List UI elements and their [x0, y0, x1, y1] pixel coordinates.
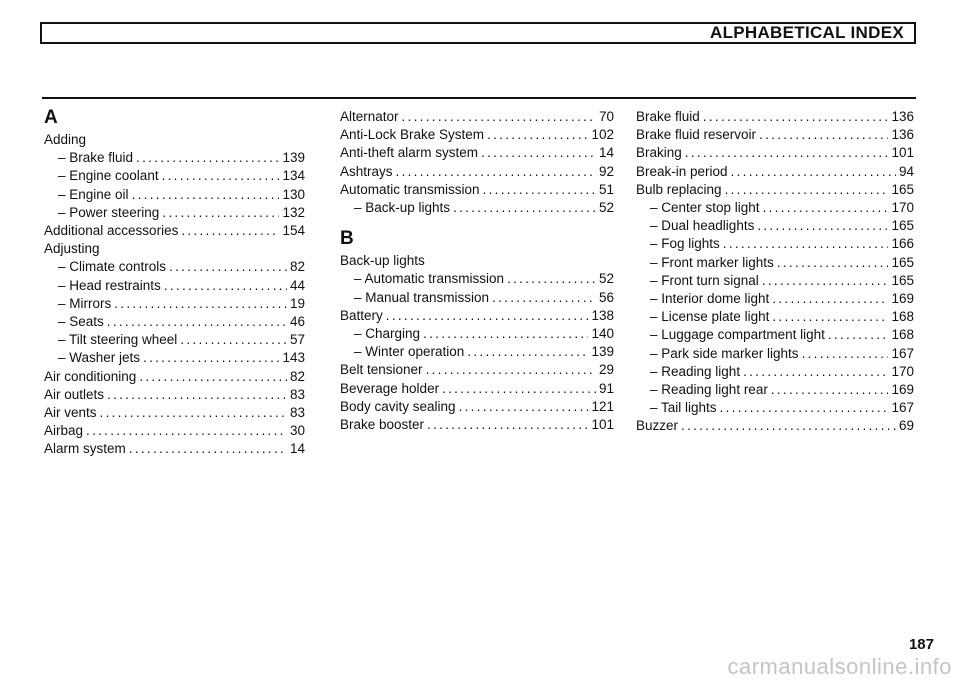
- entry-page: 57: [289, 332, 305, 348]
- dot-leader: [487, 126, 588, 144]
- entry-page: 169: [891, 291, 914, 307]
- entry-page: 14: [598, 145, 614, 161]
- entry-term: Buzzer: [636, 418, 679, 434]
- entry-page: 69: [898, 418, 914, 434]
- entry-term: Battery: [340, 307, 383, 323]
- entry-term: – Back-up lights: [354, 200, 451, 216]
- entry-page: 139: [282, 150, 305, 166]
- dot-leader: [132, 186, 280, 204]
- index-entry: [44, 440, 305, 458]
- index-entry: [44, 386, 305, 404]
- entry-term: Braking: [636, 145, 682, 161]
- entry-page: 168: [891, 309, 914, 325]
- index-title: ALPHABETICAL INDEX: [710, 23, 904, 42]
- dot-leader: [459, 398, 589, 416]
- index-subentry: [636, 272, 914, 290]
- index-entry: [340, 398, 614, 416]
- entry-term: – Front turn signal: [650, 272, 759, 288]
- entry-term: – Fog lights: [650, 236, 720, 252]
- entry-term: Alternator: [340, 109, 399, 124]
- page-number: 187: [908, 636, 934, 653]
- entry-term: Automatic transmission: [340, 181, 480, 197]
- index-column-2: [340, 108, 614, 434]
- dot-leader: [164, 277, 287, 295]
- entry-term: – Charging: [354, 326, 421, 342]
- section-letter: B: [340, 228, 354, 250]
- dot-leader: [423, 325, 588, 343]
- index-subentry: [636, 399, 914, 417]
- entry-term: – Brake fluid: [58, 150, 134, 166]
- index-subentry: [636, 345, 914, 363]
- entry-term: – Dual headlights: [650, 218, 755, 234]
- index-subentry: [340, 199, 614, 217]
- dot-leader: [703, 108, 889, 126]
- index-heading: Back-up lights: [340, 253, 425, 269]
- entry-page: 170: [891, 200, 914, 216]
- entry-page: 165: [891, 254, 914, 270]
- entry-term: – Manual transmission: [354, 289, 490, 305]
- entry-page: 134: [282, 168, 305, 184]
- entry-term: – Reading light rear: [650, 382, 768, 398]
- entry-page: 101: [591, 417, 614, 433]
- index-entry: [636, 417, 914, 435]
- entry-page: 14: [289, 441, 305, 457]
- entry-term: – Seats: [58, 314, 104, 330]
- entry-term: – Climate controls: [58, 259, 167, 275]
- entry-page: 167: [891, 345, 914, 361]
- entry-page: 19: [289, 295, 305, 311]
- entry-page: 136: [891, 109, 914, 124]
- dot-leader: [180, 331, 287, 349]
- dot-leader: [743, 363, 888, 381]
- index-heading: Adjusting: [44, 241, 100, 257]
- index-entry: [340, 163, 614, 181]
- dot-leader: [492, 289, 596, 307]
- dot-leader: [731, 163, 896, 181]
- dot-leader: [507, 270, 596, 288]
- dot-leader: [162, 204, 279, 222]
- index-entry: [340, 144, 614, 162]
- entry-term: Additional accessories: [44, 223, 179, 239]
- dot-leader: [427, 416, 588, 434]
- index-entry: [340, 126, 614, 144]
- horizontal-rule: [42, 97, 916, 99]
- entry-page: 30: [289, 423, 305, 439]
- index-column-1: [44, 108, 305, 459]
- entry-term: Brake fluid: [636, 109, 700, 124]
- entry-page: 83: [289, 386, 305, 402]
- entry-page: 51: [598, 181, 614, 197]
- index-subentry: [636, 308, 914, 326]
- entry-page: 52: [598, 200, 614, 216]
- entry-term: Airbag: [44, 423, 84, 439]
- index-entry: [340, 108, 614, 126]
- dot-leader: [442, 380, 596, 398]
- entry-term: Belt tensioner: [340, 362, 423, 378]
- index-subentry: [44, 349, 305, 367]
- index-entry: [636, 108, 914, 126]
- entry-page: 154: [282, 223, 305, 239]
- entry-term: – Engine oil: [58, 186, 129, 202]
- index-entry: [340, 307, 614, 325]
- dot-leader: [763, 199, 889, 217]
- entry-page: 136: [891, 127, 914, 143]
- index-subentry: [340, 289, 614, 307]
- dot-leader: [772, 308, 888, 326]
- entry-page: 56: [598, 289, 614, 305]
- dot-leader: [453, 199, 596, 217]
- entry-term: Air outlets: [44, 386, 105, 402]
- dot-leader: [86, 422, 287, 440]
- entry-term: Beverage holder: [340, 380, 440, 396]
- entry-term: Body cavity sealing: [340, 398, 456, 414]
- index-subentry: [636, 217, 914, 235]
- index-subentry: [44, 313, 305, 331]
- entry-page: 130: [282, 186, 305, 202]
- index-subentry: [44, 258, 305, 276]
- dot-leader: [114, 295, 287, 313]
- entry-term: – Luggage compartment light: [650, 327, 825, 343]
- dot-leader: [162, 167, 280, 185]
- entry-term: – Front marker lights: [650, 254, 774, 270]
- entry-page: 70: [598, 109, 614, 124]
- index-subentry: [44, 331, 305, 349]
- dot-leader: [771, 381, 889, 399]
- dot-leader: [169, 258, 287, 276]
- entry-page: 121: [591, 398, 614, 414]
- entry-page: 92: [598, 163, 614, 179]
- index-subentry: [636, 326, 914, 344]
- dot-leader: [762, 272, 889, 290]
- entry-page: 52: [598, 271, 614, 287]
- dot-leader: [483, 181, 596, 199]
- index-entry: [636, 181, 914, 199]
- entry-page: 46: [289, 314, 305, 330]
- entry-page: 169: [891, 382, 914, 398]
- header-box: [40, 22, 916, 44]
- dot-leader: [681, 417, 896, 435]
- dot-leader: [723, 235, 889, 253]
- index-subentry: [636, 199, 914, 217]
- entry-term: – Power steering: [58, 204, 160, 220]
- index-entry: [44, 422, 305, 440]
- section-letter: A: [44, 107, 58, 128]
- entry-page: 166: [891, 236, 914, 252]
- index-subentry: [340, 270, 614, 288]
- entry-term: Ashtrays: [340, 163, 393, 179]
- index-subentry: [44, 149, 305, 167]
- index-subentry: [340, 325, 614, 343]
- dot-leader: [481, 144, 596, 162]
- dot-leader: [828, 326, 889, 344]
- index-subentry: [636, 381, 914, 399]
- index-subentry: [44, 167, 305, 185]
- entry-term: – Automatic transmission: [354, 271, 505, 287]
- index-entry: [44, 222, 305, 240]
- index-entry: [340, 380, 614, 398]
- entry-term: – Park side marker lights: [650, 345, 799, 361]
- dot-leader: [777, 254, 889, 272]
- dot-leader: [772, 290, 888, 308]
- index-subentry: [44, 204, 305, 222]
- index-entry: [636, 163, 914, 181]
- dot-leader: [725, 181, 889, 199]
- dot-leader: [426, 361, 596, 379]
- index-entry: [340, 181, 614, 199]
- index-entry: [44, 368, 305, 386]
- entry-term: – Engine coolant: [58, 168, 159, 184]
- dot-leader: [396, 163, 596, 181]
- entry-page: 165: [891, 181, 914, 197]
- entry-term: Anti-theft alarm system: [340, 145, 479, 161]
- dot-leader: [386, 307, 589, 325]
- entry-page: 102: [591, 127, 614, 143]
- entry-page: 167: [891, 400, 914, 416]
- dot-leader: [129, 440, 287, 458]
- entry-page: 165: [891, 218, 914, 234]
- entry-term: Air vents: [44, 405, 97, 421]
- entry-term: – Washer jets: [58, 350, 141, 366]
- index-column-3: [636, 108, 914, 436]
- dot-leader: [107, 386, 287, 404]
- entry-page: 139: [591, 344, 614, 360]
- entry-page: 82: [289, 368, 305, 384]
- entry-page: 44: [289, 277, 305, 293]
- entry-term: – Head restraints: [58, 277, 161, 293]
- entry-page: 29: [598, 362, 614, 378]
- entry-page: 101: [891, 145, 914, 161]
- entry-page: 91: [598, 380, 614, 396]
- entry-term: Air conditioning: [44, 368, 137, 384]
- index-subentry: [44, 277, 305, 295]
- index-entry: [636, 144, 914, 162]
- entry-term: Brake booster: [340, 417, 425, 433]
- entry-term: Anti-Lock Brake System: [340, 127, 485, 143]
- entry-page: 170: [891, 363, 914, 379]
- dot-leader: [759, 126, 888, 144]
- index-subentry: [44, 295, 305, 313]
- entry-page: 94: [898, 163, 914, 179]
- index-subentry: [636, 254, 914, 272]
- dot-leader: [181, 222, 279, 240]
- entry-term: – Tail lights: [650, 400, 717, 416]
- entry-page: 168: [891, 327, 914, 343]
- entry-term: Break-in period: [636, 163, 728, 179]
- entry-term: Alarm system: [44, 441, 126, 457]
- entry-term: Bulb replacing: [636, 181, 722, 197]
- index-entry: [340, 361, 614, 379]
- index-heading: Adding: [44, 132, 87, 147]
- index-entry: [44, 404, 305, 422]
- entry-term: – Winter operation: [354, 344, 465, 360]
- entry-term: – Mirrors: [58, 295, 112, 311]
- dot-leader: [685, 144, 889, 162]
- entry-term: – Interior dome light: [650, 291, 770, 307]
- entry-term: – Reading light: [650, 363, 741, 379]
- index-entry: [636, 126, 914, 144]
- entry-term: Brake fluid reservoir: [636, 127, 757, 143]
- entry-page: 143: [282, 350, 305, 366]
- entry-term: – License plate light: [650, 309, 770, 325]
- dot-leader: [136, 149, 279, 167]
- entry-page: 165: [891, 272, 914, 288]
- entry-page: 82: [289, 259, 305, 275]
- entry-page: 132: [282, 204, 305, 220]
- watermark: carmanualsonline.info: [727, 654, 952, 679]
- index-entry: [340, 416, 614, 434]
- index-subentry: [636, 290, 914, 308]
- dot-leader: [802, 345, 889, 363]
- entry-page: 83: [289, 405, 305, 421]
- dot-leader: [107, 313, 287, 331]
- dot-leader: [467, 343, 588, 361]
- index-subentry: [636, 363, 914, 381]
- entry-term: – Tilt steering wheel: [58, 332, 178, 348]
- dot-leader: [720, 399, 889, 417]
- index-subentry: [44, 186, 305, 204]
- entry-term: – Center stop light: [650, 200, 760, 216]
- dot-leader: [402, 108, 596, 126]
- dot-leader: [143, 349, 279, 367]
- index-subentry: [340, 343, 614, 361]
- dot-leader: [100, 404, 287, 422]
- entry-page: 140: [591, 326, 614, 342]
- dot-leader: [757, 217, 888, 235]
- index-subentry: [636, 235, 914, 253]
- entry-page: 138: [591, 307, 614, 323]
- dot-leader: [139, 368, 287, 386]
